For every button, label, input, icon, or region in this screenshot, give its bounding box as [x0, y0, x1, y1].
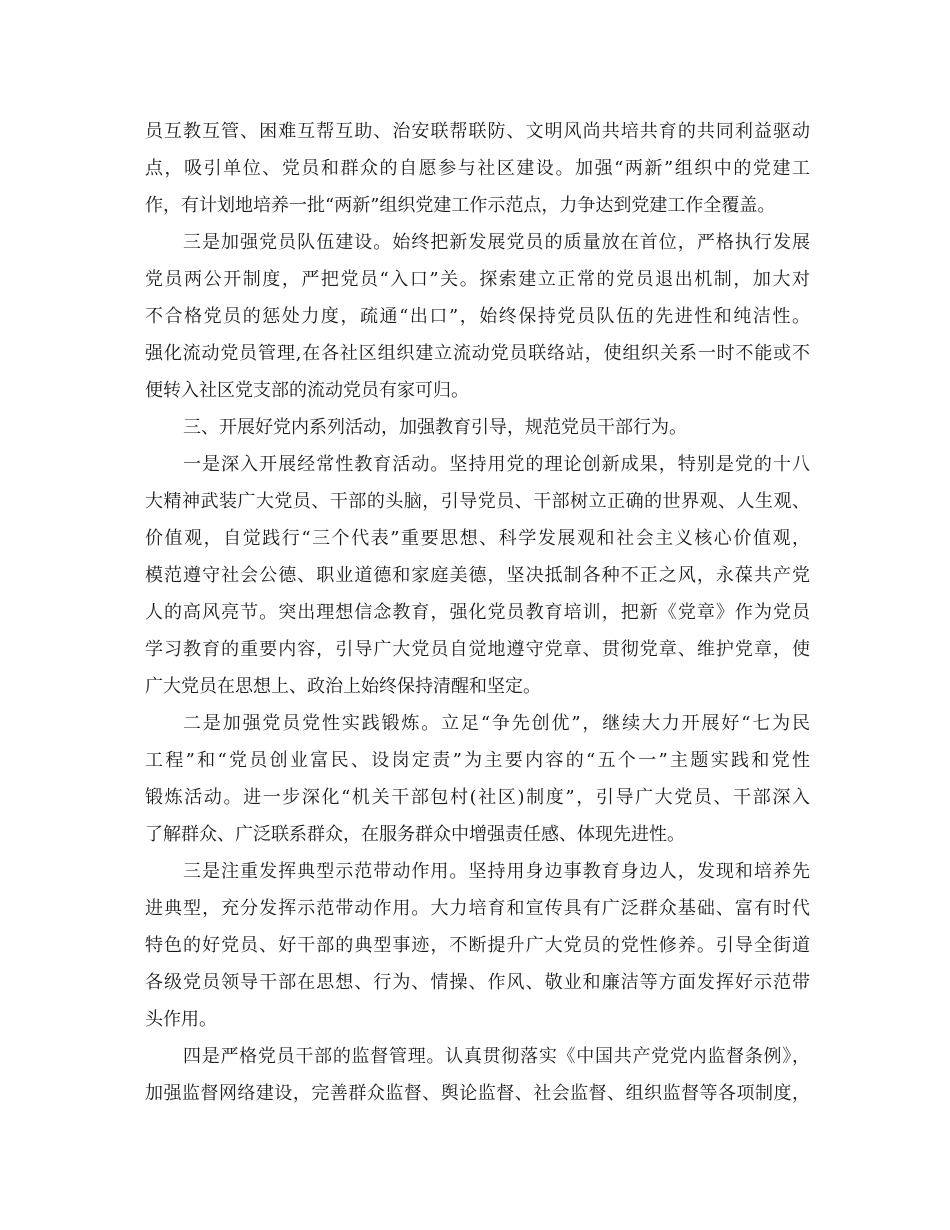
text-line: 点，吸引单位、党员和群众的自愿参与社区建设。加强“两新”组织中的党建工: [145, 158, 810, 179]
text-line: 人的高风亮节。突出理想信念教育，强化党员教育培训，把新《党章》作为党员: [145, 602, 810, 623]
text-line: 特色的好党员、好干部的典型事迹，不断提升广大党员的党性修养。引导全街道: [145, 935, 810, 956]
text-line: 便转入社区党支部的流动党员有家可归。: [145, 380, 469, 401]
document-body: [145, 113, 810, 1112]
text-line: 各级党员领导干部在思想、行为、情操、作风、敬业和廉洁等方面发挥好示范带: [145, 972, 810, 993]
text-line: 四是严格党员干部的监督管理。认真贯彻落实《中国共产党党内监督条例》，: [183, 1046, 810, 1067]
text-line: 三是加强党员队伍建设。始终把新发展党员的质量放在首位，严格执行发展: [183, 232, 810, 253]
text-line: 模范遵守社会公德、职业道德和家庭美德，坚决抵制各种不正之风，永葆共产党: [145, 565, 810, 586]
text-line: 大精神武装广大党员、干部的头脑，引导党员、干部树立正确的世界观、人生观、: [145, 491, 810, 512]
text-line: 进典型，充分发挥示范带动作用。大力培育和宣传具有广泛群众基础、富有时代: [145, 898, 810, 919]
text-line: 工程”和“党员创业富民、设岗定责”为主要内容的“五个一”主题实践和党性: [145, 750, 810, 771]
text-line: 三是注重发挥典型示范带动作用。坚持用身边事教育身边人，发现和培养先: [183, 861, 810, 882]
text-line: 党员两公开制度，严把党员“入口”关。探索建立正常的党员退出机制，加大对: [145, 269, 810, 290]
text-line: 员互教互管、困难互帮互助、治安联帮联防、文明风尚共培共育的共同利益驱动: [145, 121, 810, 142]
text-line: 作，有计划地培养一批“两新”组织党建工作示范点，力争达到党建工作全覆盖。: [145, 195, 776, 216]
text-line: 锻炼活动。进一步深化“机关干部包村(社区)制度”，引导广大党员、干部深入: [145, 787, 810, 808]
text-line: 广大党员在思想上、政治上始终保持清醒和坚定。: [145, 676, 541, 697]
text-line: 强化流动党员管理,在各社区组织建立流动党员联络站，使组织关系一时不能或不: [145, 343, 810, 364]
text-line: 了解群众、广泛联系群众，在服务群众中增强责任感、体现先进性。: [145, 824, 685, 845]
text-line: 学习教育的重要内容，引导广大党员自觉地遵守党章、贯彻党章、维护党章，使: [145, 639, 810, 660]
text-line: 不合格党员的惩处力度，疏通“出口”，始终保持党员队伍的先进性和纯洁性。: [145, 306, 810, 327]
text-line: 加强监督网络建设，完善群众监督、舆论监督、社会监督、组织监督等各项制度，: [145, 1083, 810, 1104]
text-line: 头作用。: [145, 1009, 217, 1030]
text-line: 二是加强党员党性实践锻炼。立足“争先创优”，继续大力开展好“七为民: [183, 713, 810, 734]
text-line: 三、开展好党内系列活动，加强教育引导，规范党员干部行为。: [183, 417, 687, 438]
text-line: 价值观，自觉践行“三个代表”重要思想、科学发展观和社会主义核心价值观，: [145, 528, 810, 549]
text-line: 一是深入开展经常性教育活动。坚持用党的理论创新成果，特别是党的十八: [183, 454, 810, 475]
